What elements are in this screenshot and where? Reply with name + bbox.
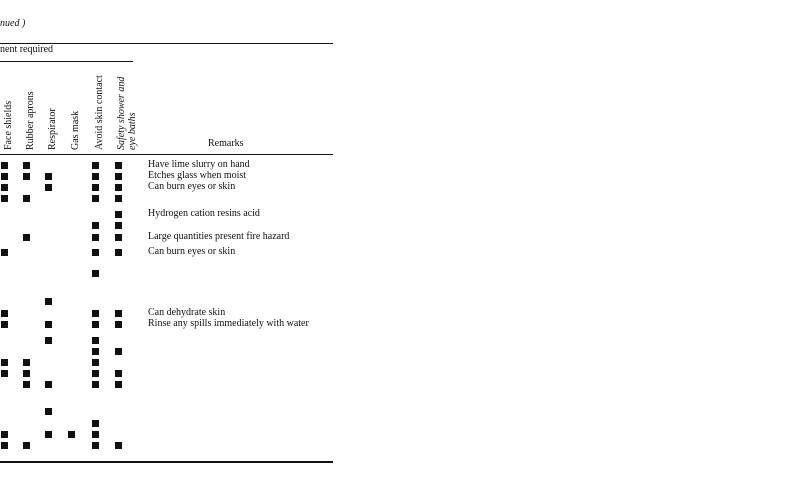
mark-safety-shower-eye-baths	[115, 321, 122, 328]
mark-face-shields	[1, 173, 8, 180]
mark-safety-shower-eye-baths	[115, 184, 122, 191]
column-header-avoid-skin-contact: Avoid skin contact	[94, 75, 105, 150]
mark-avoid-skin-contact	[92, 310, 99, 317]
mark-safety-shower-eye-baths	[115, 310, 122, 317]
column-header-respirator: Respirator	[47, 108, 58, 150]
mark-safety-shower-eye-baths	[115, 370, 122, 377]
mark-avoid-skin-contact	[92, 431, 99, 438]
row-remark: Can burn eyes or skin	[148, 181, 236, 192]
mark-avoid-skin-contact	[92, 348, 99, 355]
mark-avoid-skin-contact	[92, 321, 99, 328]
column-header-gas-mask: Gas mask	[70, 110, 81, 150]
mark-safety-shower-eye-baths	[115, 249, 122, 256]
mark-safety-shower-eye-baths	[115, 162, 122, 169]
mark-face-shields	[1, 359, 8, 366]
mark-face-shields	[1, 431, 8, 438]
mark-face-shields	[1, 162, 8, 169]
mark-avoid-skin-contact	[92, 184, 99, 191]
column-header-rubber-aprons: Rubber aprons	[25, 91, 36, 150]
row-remark: Rinse any spills immediately with water	[148, 318, 309, 329]
mark-rubber-aprons	[23, 195, 30, 202]
mark-avoid-skin-contact	[92, 173, 99, 180]
group-rule	[0, 61, 133, 62]
mark-face-shields	[1, 321, 8, 328]
mark-rubber-aprons	[23, 370, 30, 377]
mark-avoid-skin-contact	[92, 337, 99, 344]
mark-respirator	[45, 184, 52, 191]
mark-rubber-aprons	[23, 381, 30, 388]
bottom-rule	[0, 461, 333, 463]
mark-avoid-skin-contact	[92, 222, 99, 229]
mark-safety-shower-eye-baths	[115, 211, 122, 218]
mark-face-shields	[1, 195, 8, 202]
remarks-heading: Remarks	[208, 138, 244, 149]
row-remark: Have lime slurry on hand	[148, 159, 250, 170]
column-header-safety-shower-eye-baths-line2: eye baths	[127, 112, 138, 150]
mark-safety-shower-eye-baths	[115, 348, 122, 355]
header-rule	[0, 154, 333, 155]
mark-rubber-aprons	[23, 234, 30, 241]
column-header-face-shields: Face shields	[3, 100, 14, 150]
mark-face-shields	[1, 184, 8, 191]
mark-rubber-aprons	[23, 442, 30, 449]
mark-avoid-skin-contact	[92, 381, 99, 388]
mark-avoid-skin-contact	[92, 442, 99, 449]
mark-face-shields	[1, 249, 8, 256]
mark-avoid-skin-contact	[92, 420, 99, 427]
mark-respirator	[45, 173, 52, 180]
mark-face-shields	[1, 370, 8, 377]
mark-rubber-aprons	[23, 359, 30, 366]
row-remark: Can dehydrate skin	[148, 307, 226, 318]
mark-avoid-skin-contact	[92, 162, 99, 169]
mark-safety-shower-eye-baths	[115, 442, 122, 449]
row-remark: Hydrogen cation resins acid	[148, 208, 260, 219]
mark-avoid-skin-contact	[92, 195, 99, 202]
mark-avoid-skin-contact	[92, 249, 99, 256]
mark-face-shields	[1, 310, 8, 317]
row-remark: Etches glass when moist	[148, 170, 247, 181]
mark-respirator	[45, 381, 52, 388]
mark-avoid-skin-contact	[92, 359, 99, 366]
mark-safety-shower-eye-baths	[115, 234, 122, 241]
mark-respirator	[45, 408, 52, 415]
mark-safety-shower-eye-baths	[115, 222, 122, 229]
mark-rubber-aprons	[23, 173, 30, 180]
mark-gas-mask	[68, 431, 75, 438]
mark-face-shields	[1, 442, 8, 449]
mark-avoid-skin-contact	[92, 370, 99, 377]
mark-safety-shower-eye-baths	[115, 173, 122, 180]
mark-respirator	[45, 321, 52, 328]
group-heading: nent required	[0, 44, 54, 55]
row-remark: Large quantities present fire hazard	[148, 231, 290, 242]
mark-respirator	[45, 337, 52, 344]
mark-respirator	[45, 431, 52, 438]
mark-safety-shower-eye-baths	[115, 381, 122, 388]
mark-safety-shower-eye-baths	[115, 195, 122, 202]
mark-avoid-skin-contact	[92, 234, 99, 241]
mark-respirator	[45, 298, 52, 305]
mark-avoid-skin-contact	[92, 270, 99, 277]
column-header-safety-shower-eye-baths-line1: Safety shower and	[116, 76, 127, 150]
mark-rubber-aprons	[23, 162, 30, 169]
row-remark: Can burn eyes or skin	[148, 246, 236, 257]
table-caption: nued )	[0, 18, 26, 29]
